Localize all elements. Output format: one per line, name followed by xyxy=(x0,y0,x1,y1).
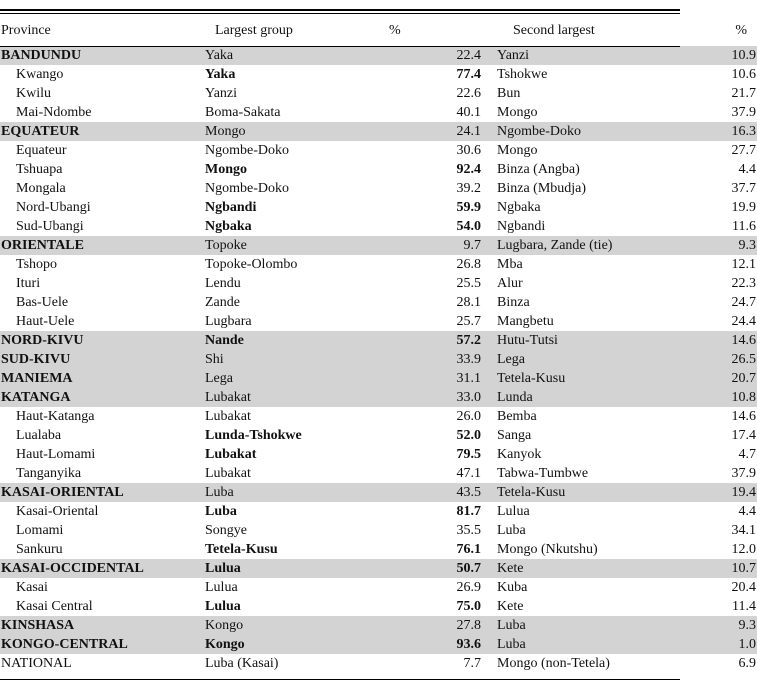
cell-second-largest: Tetela-Kusu xyxy=(493,369,725,388)
table-row xyxy=(0,255,757,274)
cell-largest-group: Kongo xyxy=(205,635,353,654)
cell-province: KATANGA xyxy=(0,388,205,407)
cell-percent: 31.1 xyxy=(353,369,493,388)
cell-percent-second: 20.7 xyxy=(725,369,757,388)
cell-province: Kasai-Oriental xyxy=(16,504,99,519)
cell-percent-second: 4.4 xyxy=(738,504,756,519)
table-row xyxy=(0,331,757,350)
cell-percent-second: 11.4 xyxy=(732,599,756,614)
cell-percent: 47.1 xyxy=(456,466,481,481)
cell-percent-second: 26.5 xyxy=(725,350,757,369)
cell-province: Kwango xyxy=(16,67,64,82)
cell-province: NORD-KIVU xyxy=(0,331,205,350)
cell-percent: 52.0 xyxy=(456,428,481,443)
cell-percent: 25.5 xyxy=(456,276,481,291)
cell-percent-second: 9.3 xyxy=(725,616,757,635)
table-row xyxy=(0,559,757,578)
table-row xyxy=(0,597,757,616)
bottom-rule xyxy=(0,679,680,680)
cell-second-largest: Yanzi xyxy=(493,46,725,65)
cell-percent-second: 27.7 xyxy=(731,143,756,158)
cell-percent: 9.7 xyxy=(353,236,493,255)
cell-province: Kasai Central xyxy=(16,599,93,614)
cell-largest-group: Lunda-Tshokwe xyxy=(205,428,302,443)
cell-second-largest: Hutu-Tutsi xyxy=(493,331,725,350)
cell-percent-second: 22.3 xyxy=(731,276,756,291)
table-row xyxy=(0,483,757,502)
cell-second-largest: Ngbandi xyxy=(497,219,546,234)
ethnic-groups-table xyxy=(0,15,757,673)
cell-percent: 26.0 xyxy=(456,409,481,424)
cell-province: Sankuru xyxy=(16,542,63,557)
table-row xyxy=(0,179,757,198)
cell-province: SUD-KIVU xyxy=(0,350,205,369)
cell-percent: 81.7 xyxy=(456,504,481,519)
cell-percent: 7.7 xyxy=(463,656,481,671)
cell-province: Nord-Ubangi xyxy=(16,200,91,215)
cell-percent-second: 24.4 xyxy=(731,314,756,329)
cell-second-largest: Ngombe-Doko xyxy=(493,122,725,141)
table-row xyxy=(0,578,757,597)
cell-largest-group: Ngbandi xyxy=(205,200,257,215)
cell-second-largest: Binza (Mbudja) xyxy=(497,181,587,196)
cell-percent: 26.8 xyxy=(456,257,481,272)
table-row xyxy=(0,521,757,540)
table-row xyxy=(0,217,757,236)
cell-percent: 22.4 xyxy=(353,46,493,65)
cell-largest-group: Yanzi xyxy=(205,86,238,101)
cell-second-largest: Bemba xyxy=(497,409,537,424)
cell-largest-group: Luba xyxy=(205,483,353,502)
cell-largest-group: Lugbara xyxy=(205,314,252,329)
cell-province: BANDUNDU xyxy=(0,46,205,65)
table-row xyxy=(0,122,757,141)
cell-percent: 40.1 xyxy=(456,105,481,120)
header-province: Province xyxy=(1,22,51,38)
cell-second-largest: Tshokwe xyxy=(497,67,548,82)
cell-percent-second: 6.9 xyxy=(738,656,756,671)
cell-largest-group: Lubakat xyxy=(205,447,257,462)
cell-second-largest: Kanyok xyxy=(497,447,542,462)
cell-province: KASAI-OCCIDENTAL xyxy=(0,559,205,578)
table-row xyxy=(0,407,757,426)
table-row xyxy=(0,654,757,673)
table-row xyxy=(0,198,757,217)
cell-largest-group: Kongo xyxy=(205,616,353,635)
cell-second-largest: Bun xyxy=(497,86,521,101)
cell-province: Haut-Lomami xyxy=(16,447,96,462)
cell-percent-second: 17.4 xyxy=(731,428,756,443)
cell-province: Bas-Uele xyxy=(16,295,69,310)
cell-percent-second: 14.6 xyxy=(731,409,756,424)
table-row xyxy=(0,274,757,293)
cell-percent-second: 20.4 xyxy=(731,580,756,595)
cell-largest-group: Lubakat xyxy=(205,409,251,424)
table-row xyxy=(0,350,757,369)
cell-province: Equateur xyxy=(16,143,67,158)
cell-province: Kasai xyxy=(16,580,48,595)
table-row xyxy=(0,312,757,331)
cell-second-largest: Luba xyxy=(493,635,725,654)
cell-second-largest: Mangbetu xyxy=(497,314,554,329)
cell-second-largest: Binza (Angba) xyxy=(497,162,580,177)
cell-largest-group: Shi xyxy=(205,350,353,369)
table-row xyxy=(0,540,757,559)
cell-percent-second: 19.4 xyxy=(725,483,757,502)
cell-percent: 33.0 xyxy=(353,388,493,407)
cell-second-largest: Lunda xyxy=(493,388,725,407)
cell-percent: 75.0 xyxy=(456,599,481,614)
cell-percent-second: 10.8 xyxy=(725,388,757,407)
cell-percent: 39.2 xyxy=(456,181,481,196)
cell-percent-second: 12.0 xyxy=(731,542,756,557)
cell-percent-second: 10.6 xyxy=(731,67,756,82)
table-row xyxy=(0,293,757,312)
cell-largest-group: Topoke-Olombo xyxy=(205,257,298,272)
cell-province: Lualaba xyxy=(16,428,62,443)
cell-largest-group: Songye xyxy=(205,523,247,538)
cell-province: Sud-Ubangi xyxy=(16,219,84,234)
cell-percent-second: 12.1 xyxy=(731,257,756,272)
table-row xyxy=(0,369,757,388)
cell-percent: 22.6 xyxy=(456,86,481,101)
cell-largest-group: Lulua xyxy=(205,580,238,595)
cell-percent: 57.2 xyxy=(353,331,493,350)
cell-largest-group: Lulua xyxy=(205,559,353,578)
cell-second-largest: Binza xyxy=(497,295,530,310)
cell-second-largest: Ngbaka xyxy=(497,200,541,215)
cell-second-largest: Luba xyxy=(493,616,725,635)
cell-largest-group: Tetela-Kusu xyxy=(205,542,278,557)
top-rule-thin xyxy=(0,13,680,14)
cell-province: Mongala xyxy=(16,181,66,196)
cell-second-largest: Mongo xyxy=(497,105,538,120)
cell-percent: 59.9 xyxy=(456,200,481,215)
cell-province: KONGO-CENTRAL xyxy=(0,635,205,654)
cell-second-largest: Tetela-Kusu xyxy=(493,483,725,502)
cell-province: Tshuapa xyxy=(16,162,63,177)
cell-percent: 30.6 xyxy=(456,143,481,158)
cell-percent: 76.1 xyxy=(456,542,481,557)
cell-province: ORIENTALE xyxy=(0,236,205,255)
cell-province: Lomami xyxy=(16,523,64,538)
cell-second-largest: Kete xyxy=(493,559,725,578)
cell-second-largest: Kete xyxy=(497,599,524,614)
cell-largest-group: Yaka xyxy=(205,67,236,82)
cell-largest-group: Zande xyxy=(205,295,240,310)
cell-percent-second: 19.9 xyxy=(731,200,756,215)
cell-largest-group: Lubakat xyxy=(205,388,353,407)
cell-province: KASAI-ORIENTAL xyxy=(0,483,205,502)
table-row xyxy=(0,426,757,445)
cell-largest-group: Topoke xyxy=(205,236,353,255)
cell-second-largest: Mba xyxy=(497,257,523,272)
cell-second-largest: Tabwa-Tumbwe xyxy=(497,466,589,481)
cell-province: MANIEMA xyxy=(0,369,205,388)
table-row xyxy=(0,445,757,464)
cell-province: Haut-Katanga xyxy=(16,409,95,424)
cell-percent-second: 4.4 xyxy=(738,162,756,177)
cell-largest-group: Lendu xyxy=(205,276,241,291)
table-body xyxy=(0,46,757,673)
cell-percent: 35.5 xyxy=(456,523,481,538)
cell-percent-second: 14.6 xyxy=(725,331,757,350)
cell-largest-group: Nande xyxy=(205,331,353,350)
table-row xyxy=(0,635,757,654)
cell-province: Ituri xyxy=(16,276,41,291)
cell-province: Mai-Ndombe xyxy=(16,105,92,120)
cell-province: KINSHASA xyxy=(0,616,205,635)
table-row xyxy=(0,464,757,483)
header-largest-group: Largest group xyxy=(215,22,293,38)
cell-percent-second: 10.7 xyxy=(725,559,757,578)
cell-percent: 43.5 xyxy=(353,483,493,502)
cell-percent-second: 1.0 xyxy=(725,635,757,654)
cell-second-largest: Luba xyxy=(497,523,526,538)
cell-second-largest: Mongo (Nkutshu) xyxy=(497,542,598,557)
header-rule xyxy=(0,46,680,47)
cell-percent-second: 34.1 xyxy=(731,523,756,538)
cell-percent: 92.4 xyxy=(456,162,481,177)
cell-province: Kwilu xyxy=(16,86,51,101)
cell-percent-second: 21.7 xyxy=(731,86,756,101)
cell-second-largest: Lugbara, Zande (tie) xyxy=(493,236,725,255)
cell-second-largest: Alur xyxy=(497,276,523,291)
cell-largest-group: Mongo xyxy=(205,122,353,141)
cell-percent-second: 4.7 xyxy=(738,447,756,462)
cell-percent: 26.9 xyxy=(456,580,481,595)
cell-percent-second: 37.9 xyxy=(731,466,756,481)
cell-percent-second: 11.6 xyxy=(732,219,756,234)
table-row xyxy=(0,236,757,255)
cell-largest-group: Mongo xyxy=(205,162,247,177)
table-row xyxy=(0,141,757,160)
cell-percent-second: 9.3 xyxy=(725,236,757,255)
cell-province: EQUATEUR xyxy=(0,122,205,141)
table-row xyxy=(0,46,757,65)
cell-percent: 33.9 xyxy=(353,350,493,369)
cell-percent: 24.1 xyxy=(353,122,493,141)
table-row xyxy=(0,65,757,84)
cell-second-largest: Lega xyxy=(493,350,725,369)
cell-province: Tshopo xyxy=(16,257,58,272)
table-row xyxy=(0,502,757,521)
cell-largest-group: Yaka xyxy=(205,46,353,65)
cell-province: NATIONAL xyxy=(1,656,72,671)
header-percent: % xyxy=(389,22,401,38)
cell-percent: 25.7 xyxy=(456,314,481,329)
cell-percent: 50.7 xyxy=(353,559,493,578)
cell-largest-group: Lega xyxy=(205,369,353,388)
cell-percent: 27.8 xyxy=(353,616,493,635)
cell-largest-group: Luba (Kasai) xyxy=(205,656,279,671)
cell-percent-second: 37.9 xyxy=(731,105,756,120)
cell-largest-group: Ngombe-Doko xyxy=(205,143,289,158)
cell-percent: 28.1 xyxy=(456,295,481,310)
table-row xyxy=(0,84,757,103)
cell-percent-second: 16.3 xyxy=(725,122,757,141)
cell-percent-second: 10.9 xyxy=(725,46,757,65)
cell-second-largest: Sanga xyxy=(497,428,532,443)
cell-largest-group: Lulua xyxy=(205,599,241,614)
cell-largest-group: Ngombe-Doko xyxy=(205,181,289,196)
top-rule-thick xyxy=(0,9,680,11)
cell-largest-group: Lubakat xyxy=(205,466,251,481)
cell-second-largest: Mongo xyxy=(497,143,538,158)
cell-percent: 54.0 xyxy=(456,219,481,234)
cell-largest-group: Luba xyxy=(205,504,237,519)
cell-largest-group: Boma-Sakata xyxy=(205,105,281,120)
cell-second-largest: Kuba xyxy=(497,580,528,595)
cell-province: Tanganyika xyxy=(16,466,82,481)
cell-province: Haut-Uele xyxy=(16,314,75,329)
cell-largest-group: Ngbaka xyxy=(205,219,252,234)
table-row xyxy=(0,616,757,635)
cell-percent: 77.4 xyxy=(456,67,481,82)
cell-second-largest: Lulua xyxy=(497,504,530,519)
cell-percent-second: 24.7 xyxy=(731,295,756,310)
table-row xyxy=(0,160,757,179)
cell-percent: 79.5 xyxy=(456,447,481,462)
header-second-largest: Second largest xyxy=(513,22,595,38)
header-percent-second: % xyxy=(735,22,747,38)
cell-second-largest: Mongo (non-Tetela) xyxy=(497,656,610,671)
cell-percent-second: 37.7 xyxy=(731,181,756,196)
cell-percent: 93.6 xyxy=(353,635,493,654)
table-row xyxy=(0,388,757,407)
header-row xyxy=(0,15,757,46)
table-row xyxy=(0,103,757,122)
